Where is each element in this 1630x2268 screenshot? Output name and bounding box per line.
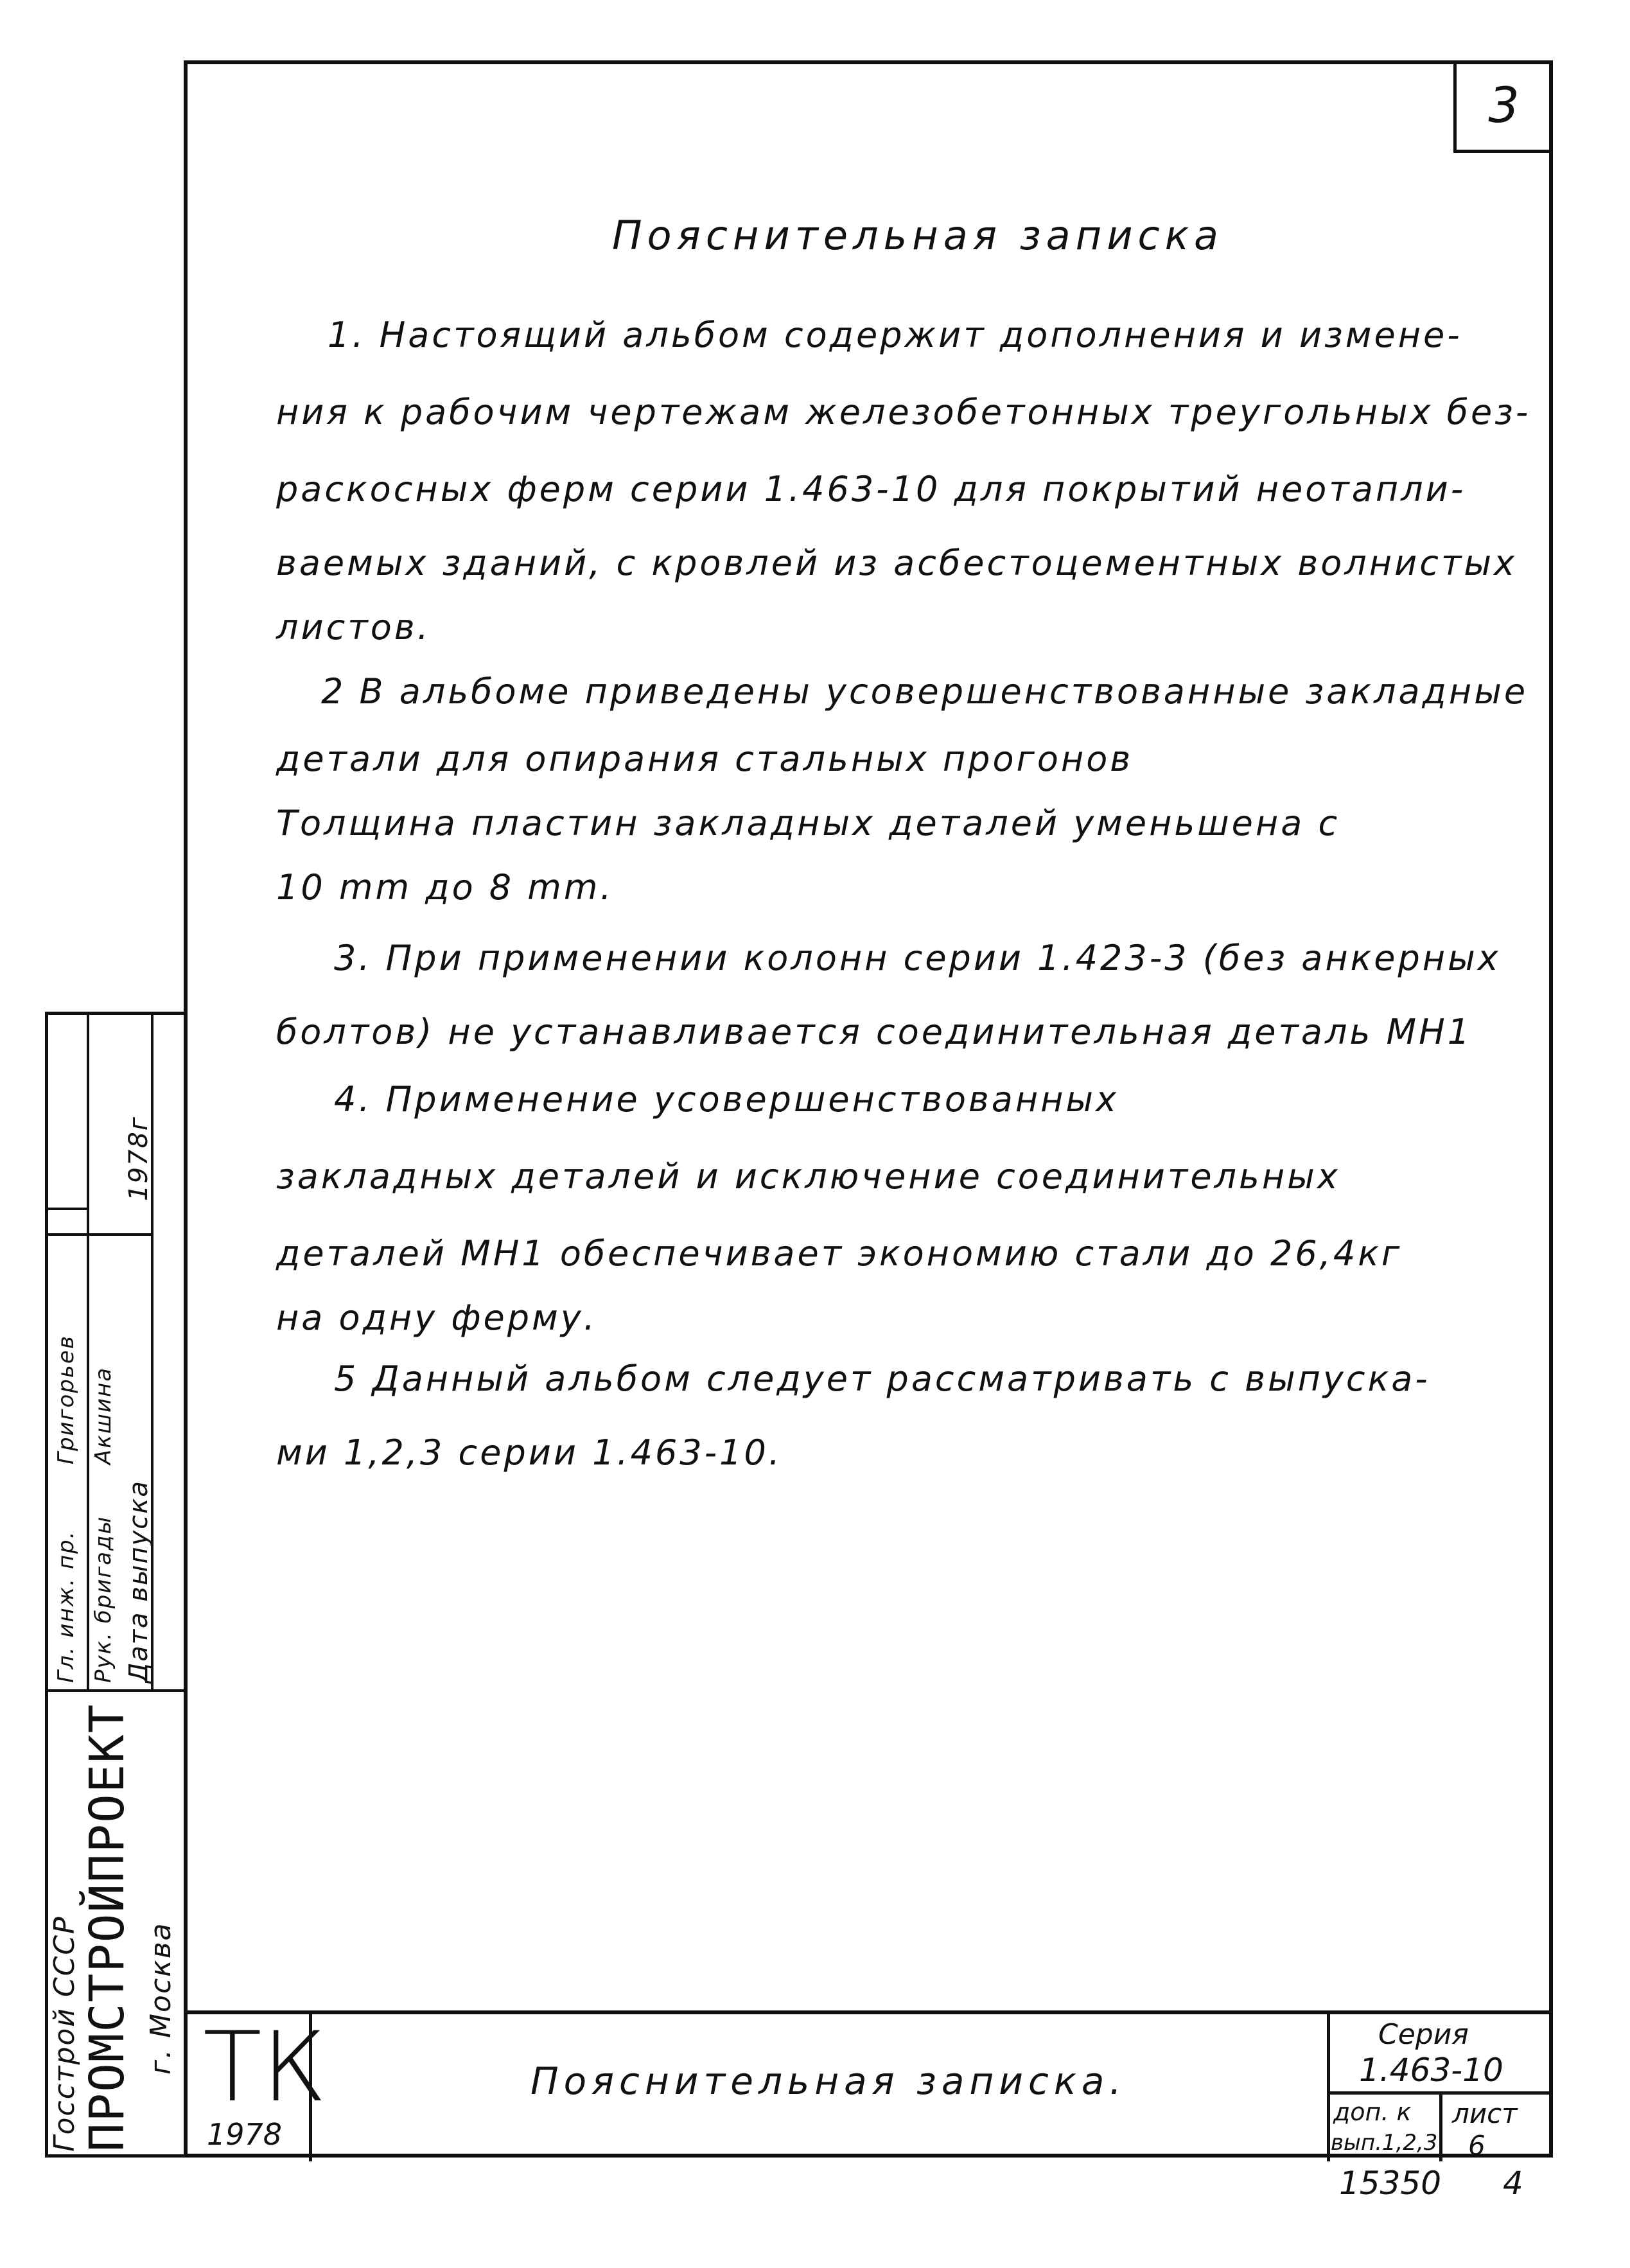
body-line: на одну ферму. (276, 1297, 597, 1338)
body-line: 2 В альбоме приведены усовершенствованные закладные (321, 671, 1529, 712)
body-line: детали для опирания стальных прогонов (276, 739, 1134, 779)
org-city: г. Москва (145, 1922, 177, 2075)
name-team-lead: Акшина (91, 1366, 116, 1464)
body-line: 3. При применении колонн серии 1.423-3 (без анкерных (334, 938, 1501, 978)
body-line: ваемых зданий, с кровлей из асбестоцементных волнистых (276, 543, 1517, 583)
body-line: 5 Данный альбом следует рассматривать с выпуска- (334, 1358, 1430, 1399)
body-line: 10 mm до 8 mm. (276, 867, 614, 908)
footer-page: 4 (1503, 2165, 1523, 2202)
body-line: 4. Применение усовершенствованных (334, 1079, 1119, 1120)
body-line: 1. Настоящий альбом содержит дополнения и измене- (328, 315, 1462, 355)
inventory-number: 15350 (1339, 2165, 1442, 2202)
body-line: листов. (276, 607, 431, 647)
page-number: 3 (1453, 60, 1553, 153)
body-line: ми 1,2,3 серии 1.463-10. (276, 1432, 783, 1473)
sheet-value: 6 (1468, 2130, 1485, 2161)
release-date-label: Дата выпуска (124, 1480, 153, 1683)
approval-stamp (45, 1012, 184, 2158)
series-value: 1.463-10 (1359, 2052, 1503, 2089)
role-chief-engineer: Гл. инж. пр. (53, 1530, 79, 1683)
org-ministry: Госстрой СССР (48, 1915, 81, 2152)
title-block (184, 2010, 1553, 2161)
series-label: Серия (1378, 2018, 1469, 2051)
body-line: раскосных ферм серии 1.463-10 для покрытий неотапли- (276, 469, 1466, 509)
body-line: Толщина пластин закладных деталей уменьшена с (276, 803, 1340, 843)
org-name: ПРОМСТРОЙПРОЕКТ (80, 1703, 135, 2152)
release-date-value: 1978г (124, 1116, 153, 1201)
sheet-label: лист (1452, 2098, 1518, 2129)
drawing-code: ТК (203, 2012, 327, 2123)
body-line: ния к рабочим чертежам железобетонных треугольных без- (276, 392, 1531, 432)
body-line: деталей МН1 обеспечивает экономию стали до 26,4кг (276, 1233, 1403, 1274)
drawing-year: 1978 (207, 2117, 283, 2152)
role-team-lead: Рук. бригады (91, 1515, 116, 1683)
title-block-title: Пояснительная записка. (530, 2059, 1126, 2103)
body-line: болтов) не устанавливается соединительная деталь МН1 (276, 1012, 1473, 1052)
page-title: Пояснительная записка (611, 212, 1224, 259)
body-line: закладных деталей и исключение соединительных (276, 1156, 1340, 1197)
name-chief-engineer: Григорьев (53, 1335, 79, 1464)
supplement-label: доп. к (1333, 2098, 1412, 2126)
supplement-value: вып.1,2,3 (1331, 2130, 1438, 2156)
